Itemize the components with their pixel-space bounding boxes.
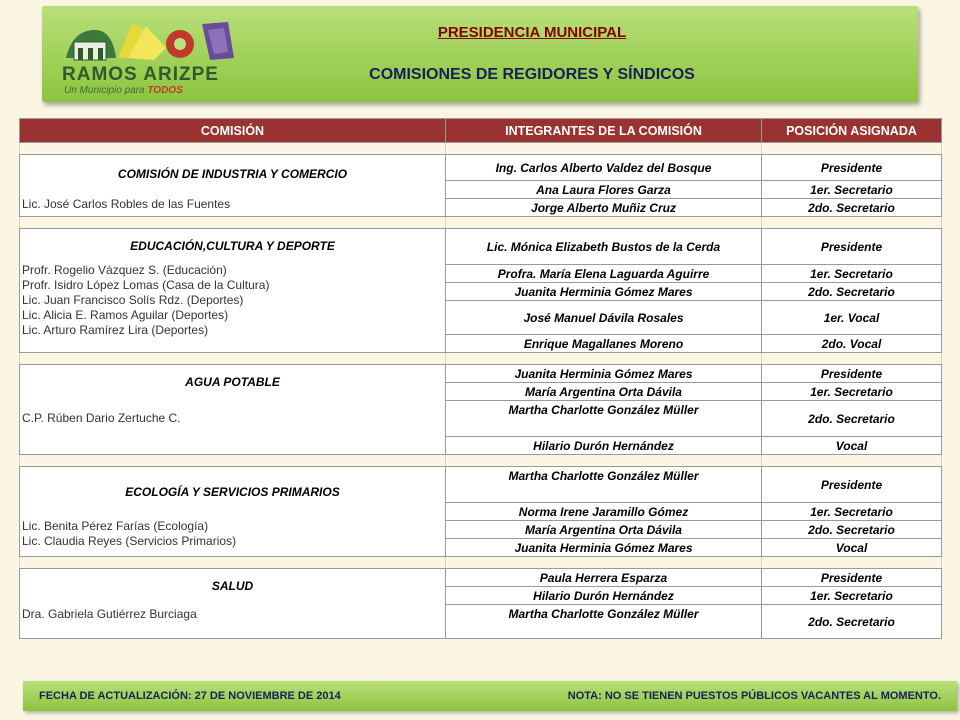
table-row bbox=[20, 569, 942, 587]
column-header-members: INTEGRANTES DE LA COMISIÓN bbox=[446, 119, 762, 143]
footer-banner bbox=[23, 681, 957, 711]
commission-cell bbox=[20, 569, 446, 639]
member-name: José Manuel Dávila Rosales bbox=[446, 301, 762, 335]
table-row bbox=[20, 365, 942, 383]
commission-staff: C.P. Rúben Dario Zertuche C. bbox=[22, 411, 181, 425]
member-position: 2do. Secretario bbox=[762, 605, 942, 639]
commission-staff: Lic. José Carlos Robles de las Fuentes bbox=[22, 197, 231, 211]
member-name: Profra. María Elena Laguarda Aguirre bbox=[446, 265, 762, 283]
column-header-position: POSICIÓN ASIGNADA bbox=[762, 119, 942, 143]
member-position: 2do. Secretario bbox=[762, 521, 942, 539]
table-row bbox=[20, 155, 942, 181]
member-position: Presidente bbox=[762, 569, 942, 587]
member-position: Presidente bbox=[762, 155, 942, 181]
member-name: Martha Charlotte González Müller bbox=[446, 467, 762, 503]
commissions-table bbox=[19, 118, 942, 639]
update-date: FECHA DE ACTUALIZACIÓN: 27 DE NOVIEMBRE DE 2014 bbox=[39, 690, 341, 702]
member-name: Martha Charlotte González Müller bbox=[446, 605, 762, 639]
member-position: 1er. Secretario bbox=[762, 587, 942, 605]
header-banner bbox=[42, 6, 918, 102]
member-name: Hilario Durón Hernández bbox=[446, 437, 762, 455]
member-name: Jorge Alberto Muñiz Cruz bbox=[446, 199, 762, 217]
member-position: 2do. Secretario bbox=[762, 283, 942, 301]
member-position: 1er. Secretario bbox=[762, 503, 942, 521]
commission-staff: Dra. Gabriela Gutiérrez Burciaga bbox=[22, 607, 197, 621]
member-name: Martha Charlotte González Müller bbox=[446, 401, 762, 437]
member-position: 1er. Secretario bbox=[762, 265, 942, 283]
commission-name: AGUA POTABLE bbox=[185, 375, 280, 389]
member-position: Presidente bbox=[762, 467, 942, 503]
separator-row bbox=[20, 143, 942, 155]
page-title: PRESIDENCIA MUNICIPAL bbox=[437, 24, 627, 41]
member-position: Vocal bbox=[762, 539, 942, 557]
commission-cell bbox=[20, 365, 446, 455]
page-subtitle: COMISIONES DE REGIDORES Y SÍNDICOS bbox=[369, 66, 695, 83]
commission-staff: Lic. Arturo Ramírez Lira (Deportes) bbox=[22, 323, 209, 337]
separator-row bbox=[20, 353, 942, 365]
member-position: Presidente bbox=[762, 229, 942, 265]
member-position: Presidente bbox=[762, 365, 942, 383]
commission-cell bbox=[20, 155, 446, 217]
member-name: Hilario Durón Hernández bbox=[446, 587, 762, 605]
member-position: 2do. Secretario bbox=[762, 199, 942, 217]
table-row bbox=[20, 467, 942, 503]
vacancy-note: NOTA: NO SE TIENEN PUESTOS PÚBLICOS VACANTES AL MOMENTO. bbox=[567, 690, 941, 702]
commission-staff: Lic. Juan Francisco Solís Rdz. (Deportes) bbox=[22, 293, 244, 307]
table-header-row bbox=[20, 119, 942, 143]
member-name: María Argentina Orta Dávila bbox=[446, 383, 762, 401]
member-position: 2do. Secretario bbox=[762, 401, 942, 437]
commission-staff: Lic. Alicia E. Ramos Aguilar (Deportes) bbox=[22, 308, 229, 322]
member-name: Juanita Herminia Gómez Mares bbox=[446, 539, 762, 557]
member-name: Lic. Mónica Elizabeth Bustos de la Cerda bbox=[446, 229, 762, 265]
member-name: Juanita Herminia Gómez Mares bbox=[446, 365, 762, 383]
member-name: Ana Laura Flores Garza bbox=[446, 181, 762, 199]
member-position: 1er. Secretario bbox=[762, 181, 942, 199]
member-position: 1er. Vocal bbox=[762, 301, 942, 335]
member-name: Paula Herrera Esparza bbox=[446, 569, 762, 587]
logo-tagline: Un Municipio para TODOS bbox=[64, 85, 183, 96]
commission-staff: Profr. Isidro López Lomas (Casa de la Cultura) bbox=[22, 278, 270, 292]
separator-row bbox=[20, 455, 942, 467]
member-position: 1er. Secretario bbox=[762, 383, 942, 401]
commission-staff: Lic. Claudia Reyes (Servicios Primarios) bbox=[22, 534, 237, 548]
logo-name: RAMOS ARIZPE bbox=[62, 64, 219, 85]
member-name: María Argentina Orta Dávila bbox=[446, 521, 762, 539]
member-name: Ing. Carlos Alberto Valdez del Bosque bbox=[446, 155, 762, 181]
commission-staff: Lic. Benita Pérez Farías (Ecología) bbox=[22, 519, 209, 533]
commission-name: SALUD bbox=[211, 579, 254, 593]
separator-row bbox=[20, 557, 942, 569]
commission-name: COMISIÓN DE INDUSTRIA Y COMERCIO bbox=[117, 167, 348, 181]
column-header-commission: COMISIÓN bbox=[20, 119, 446, 143]
separator-row bbox=[20, 217, 942, 229]
member-position: 2do. Vocal bbox=[762, 335, 942, 353]
member-position: Vocal bbox=[762, 437, 942, 455]
commission-staff: Profr. Rogelio Vázquez S. (Educación) bbox=[22, 263, 227, 277]
table-row bbox=[20, 229, 942, 265]
commission-cell bbox=[20, 467, 446, 557]
commission-name: EDUCACIÓN,CULTURA Y DEPORTE bbox=[130, 239, 335, 253]
member-name: Norma Irene Jaramillo Gómez bbox=[446, 503, 762, 521]
commission-name: ECOLOGÍA Y SERVICIOS PRIMARIOS bbox=[125, 485, 340, 499]
member-name: Enrique Magallanes Moreno bbox=[446, 335, 762, 353]
commission-cell bbox=[20, 229, 446, 353]
member-name: Juanita Herminia Gómez Mares bbox=[446, 283, 762, 301]
